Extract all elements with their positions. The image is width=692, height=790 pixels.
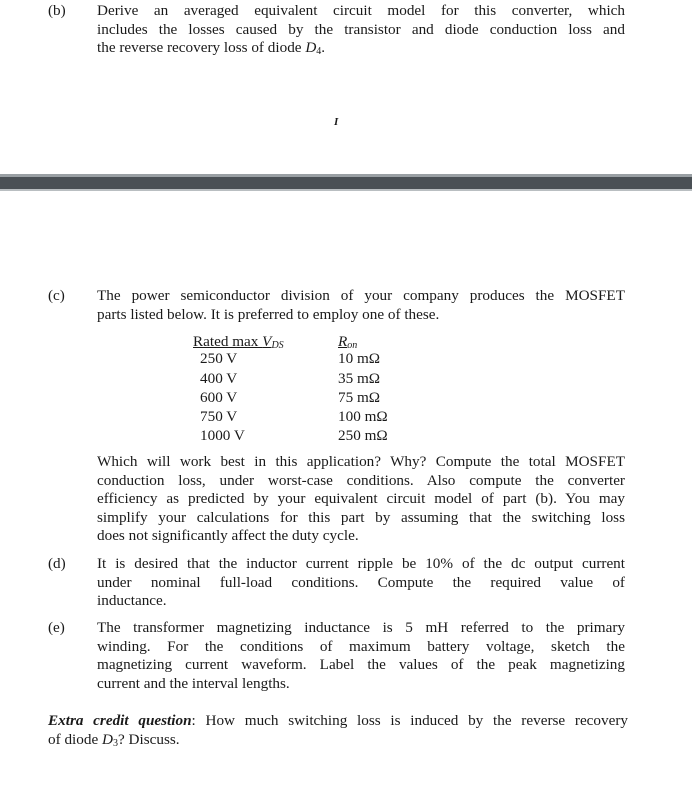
part-e-label: (e) <box>48 619 65 636</box>
part-b-line-3-text: the reverse recovery loss of diode <box>97 39 306 57</box>
table-row-resistance: 75 mΩ <box>338 389 381 406</box>
part-e-line-2: winding. For the conditions of maximum battery voltage, sketch the <box>97 637 625 655</box>
part-b-line-1: Derive an averaged equivalent circuit model for this converter, which <box>97 2 625 19</box>
page-divider-bottom <box>0 189 692 191</box>
part-d-line-3: inductance. <box>97 592 167 610</box>
part-e-line-1: The transformer magnetizing inductance is 5 mH referred to the primary <box>97 619 625 636</box>
table-row-resistance: 250 mΩ <box>338 427 388 444</box>
part-d-text <box>97 555 625 611</box>
part-d-line-2: under nominal full-load conditions. Compute the required value of <box>97 573 625 591</box>
diode-d4-sub: 4 <box>316 46 322 58</box>
part-b-line-2: includes the losses caused by the transistor and diode conduction loss and <box>97 20 625 38</box>
table-row-voltage: 400 V <box>200 370 238 387</box>
extra-credit-line-2-text: of diode <box>48 730 102 748</box>
header-voltage-var: V <box>262 333 272 350</box>
header-voltage-text: Rated max <box>193 333 263 350</box>
extra-credit <box>48 712 628 749</box>
part-c-intro-line-2: parts listed below. It is preferred to employ one of these. <box>97 305 440 323</box>
part-b-period: . <box>321 39 326 57</box>
part-c-intro <box>97 287 625 324</box>
part-c-question <box>97 453 625 546</box>
extra-credit-line-1 <box>48 712 628 731</box>
table-row-voltage: 600 V <box>200 389 238 406</box>
extra-credit-suffix: ? Discuss. <box>117 730 180 748</box>
part-e-line-3: magnetizing current waveform. Label the values of the peak magnetizing <box>97 656 625 674</box>
part-c-q-line-5: does not significantly affect the duty cycle. <box>97 527 359 545</box>
header-voltage-sub: DS <box>271 340 284 351</box>
part-e-line-4: current and the interval lengths. <box>97 674 290 692</box>
diode-d4-var: D <box>305 39 317 57</box>
part-b-line-3 <box>97 39 625 58</box>
part-c-intro-line-1: The power semiconductor division of your company produces the MOSFET <box>97 287 625 304</box>
part-d-label: (d) <box>48 555 66 572</box>
table-row-voltage: 250 V <box>200 350 238 367</box>
part-c-q-line-4: simplify your calculations for this part by assuming that the switching loss <box>97 508 625 526</box>
text-cursor-icon: I <box>334 116 339 128</box>
diode-d3-var: D <box>102 730 113 748</box>
part-c-label: (c) <box>48 287 65 304</box>
table-header-voltage <box>193 333 284 352</box>
page-divider <box>0 177 692 189</box>
diode-d3-sub: 3 <box>112 737 118 749</box>
header-resistance-var: R <box>338 333 348 350</box>
table-header-resistance <box>338 333 357 352</box>
part-e-text <box>97 619 625 693</box>
extra-credit-line-2 <box>48 731 628 750</box>
part-b-label: (b) <box>48 2 66 19</box>
header-resistance-sub: on <box>347 340 358 351</box>
table-row-voltage: 750 V <box>200 408 238 425</box>
extra-credit-heading: Extra credit question <box>48 712 192 729</box>
part-c-q-line-2: conduction loss, under worst-case conditions. Also compute the converter <box>97 471 625 489</box>
table-row-resistance: 10 mΩ <box>338 350 381 367</box>
table-row-resistance: 100 mΩ <box>338 408 388 425</box>
table-row-voltage: 1000 V <box>200 427 245 444</box>
part-c-q-line-1: Which will work best in this application? Why? Compute the total MOSFET <box>97 453 625 470</box>
table-row-resistance: 35 mΩ <box>338 370 381 387</box>
extra-credit-line-1-text: : How much switching loss is induced by the reverse recovery <box>191 712 629 729</box>
part-b-text <box>97 2 625 58</box>
part-d-line-1: It is desired that the inductor current ripple be 10% of the dc output current <box>97 555 625 572</box>
part-c-q-line-3: efficiency as predicted by your equivalent circuit model of part (b). You may <box>97 490 625 508</box>
